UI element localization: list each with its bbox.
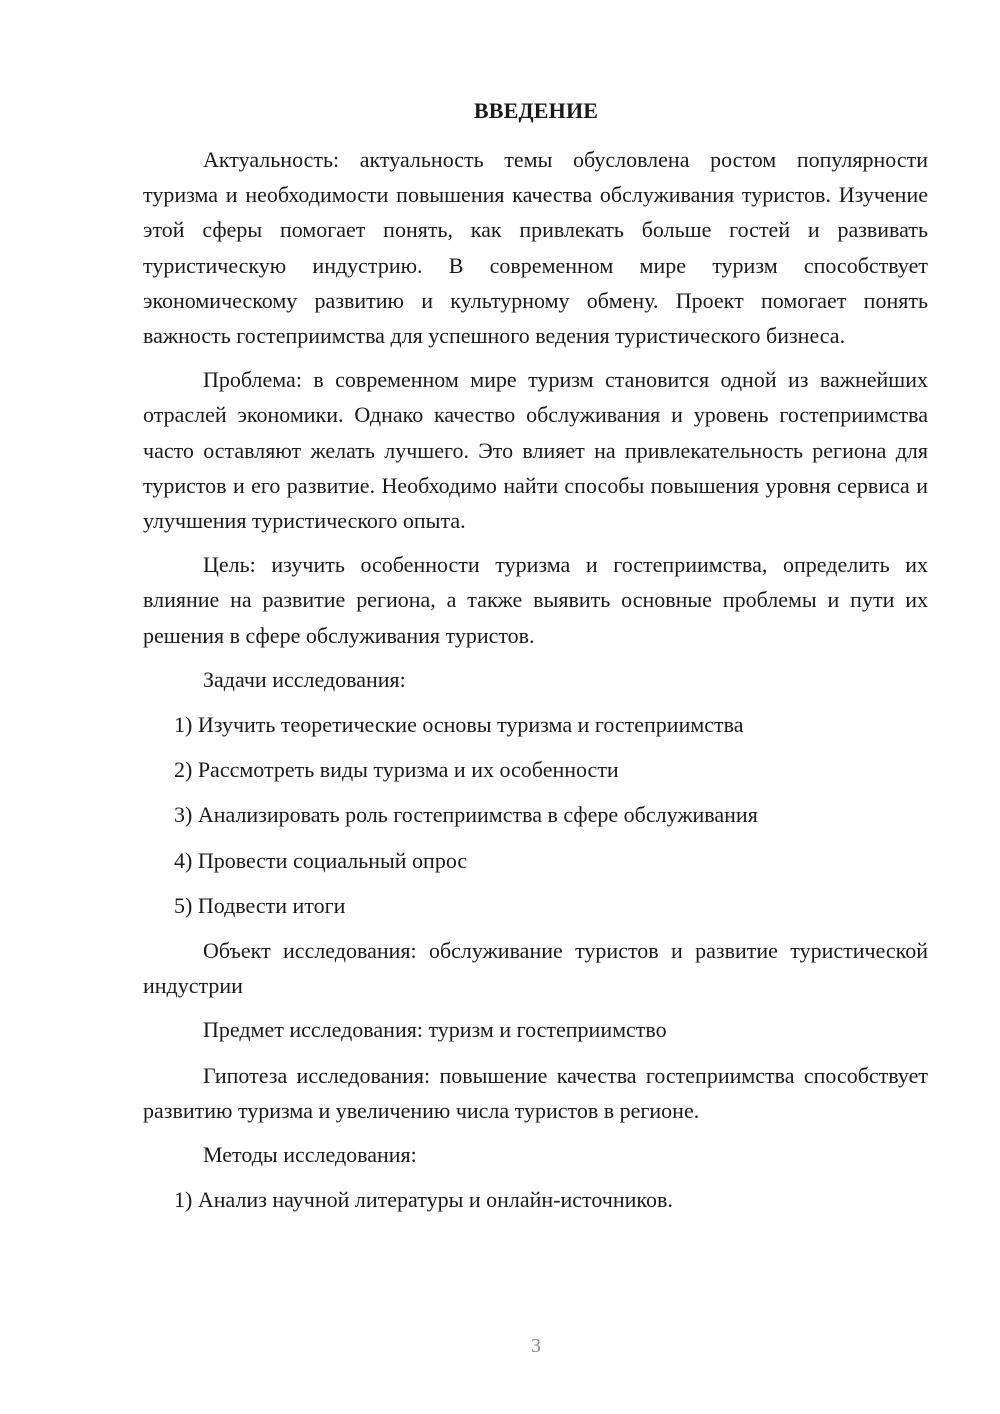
problem-paragraph: Проблема: в современном мире туризм становится одной из важнейших отраслей экономики. Однако качество обслуживания и уровень гостеприимства часто оставляют желать лучшего. Это влияет на привлекательность региона для туристов и его развитие. Необходимо найти способы повышения уровня сервиса и улучшения туристического опыта. bbox=[143, 367, 928, 534]
task-item: 1) Изучить теоретические основы туризма и гостеприимства bbox=[174, 712, 744, 738]
section-heading: ВВЕДЕНИЕ bbox=[473, 98, 599, 123]
page-number: 3 bbox=[531, 1335, 541, 1357]
task-item: 5) Подвести итоги bbox=[174, 892, 346, 918]
methods-title: Методы исследования: bbox=[203, 1142, 417, 1168]
task-item: 4) Провести социальный опрос bbox=[174, 847, 468, 873]
goal-paragraph: Цель: изучить особенности туризма и гостеприимства, определить их влияние на развитие региона, а также выявить основные проблемы и пути их решения в сфере обслуживания туристов. bbox=[143, 552, 928, 648]
object-paragraph: Объект исследования: обслуживание туристов и развитие туристической индустрии bbox=[143, 938, 928, 999]
tasks-title: Задачи исследования: bbox=[203, 666, 406, 692]
method-item: 1) Анализ научной литературы и онлайн-источников. bbox=[174, 1187, 673, 1213]
document-body bbox=[143, 142, 928, 1227]
task-item: 3) Анализировать роль гостеприимства в сфере обслуживания bbox=[174, 802, 758, 828]
hypothesis-paragraph: Гипотеза исследования: повышение качества гостеприимства способствует развитию туризма и увеличению числа туристов в регионе. bbox=[143, 1062, 928, 1123]
subject-paragraph: Предмет исследования: туризм и гостеприимство bbox=[203, 1017, 667, 1043]
task-item: 2) Рассмотреть виды туризма и их особенности bbox=[174, 757, 619, 783]
relevance-paragraph: Актуальность: актуальность темы обусловлена ростом популярности туризма и необходимости повышения качества обслуживания туристов. Изучение этой сферы помогает понять, как привлекать больше гостей и развивать туристическую индустрию. В современном мире туризм способствует экономическому развитию и культурному обмену. Проект помогает понять важность гостеприимства для успешного ведения туристического бизнеса. bbox=[143, 147, 928, 349]
